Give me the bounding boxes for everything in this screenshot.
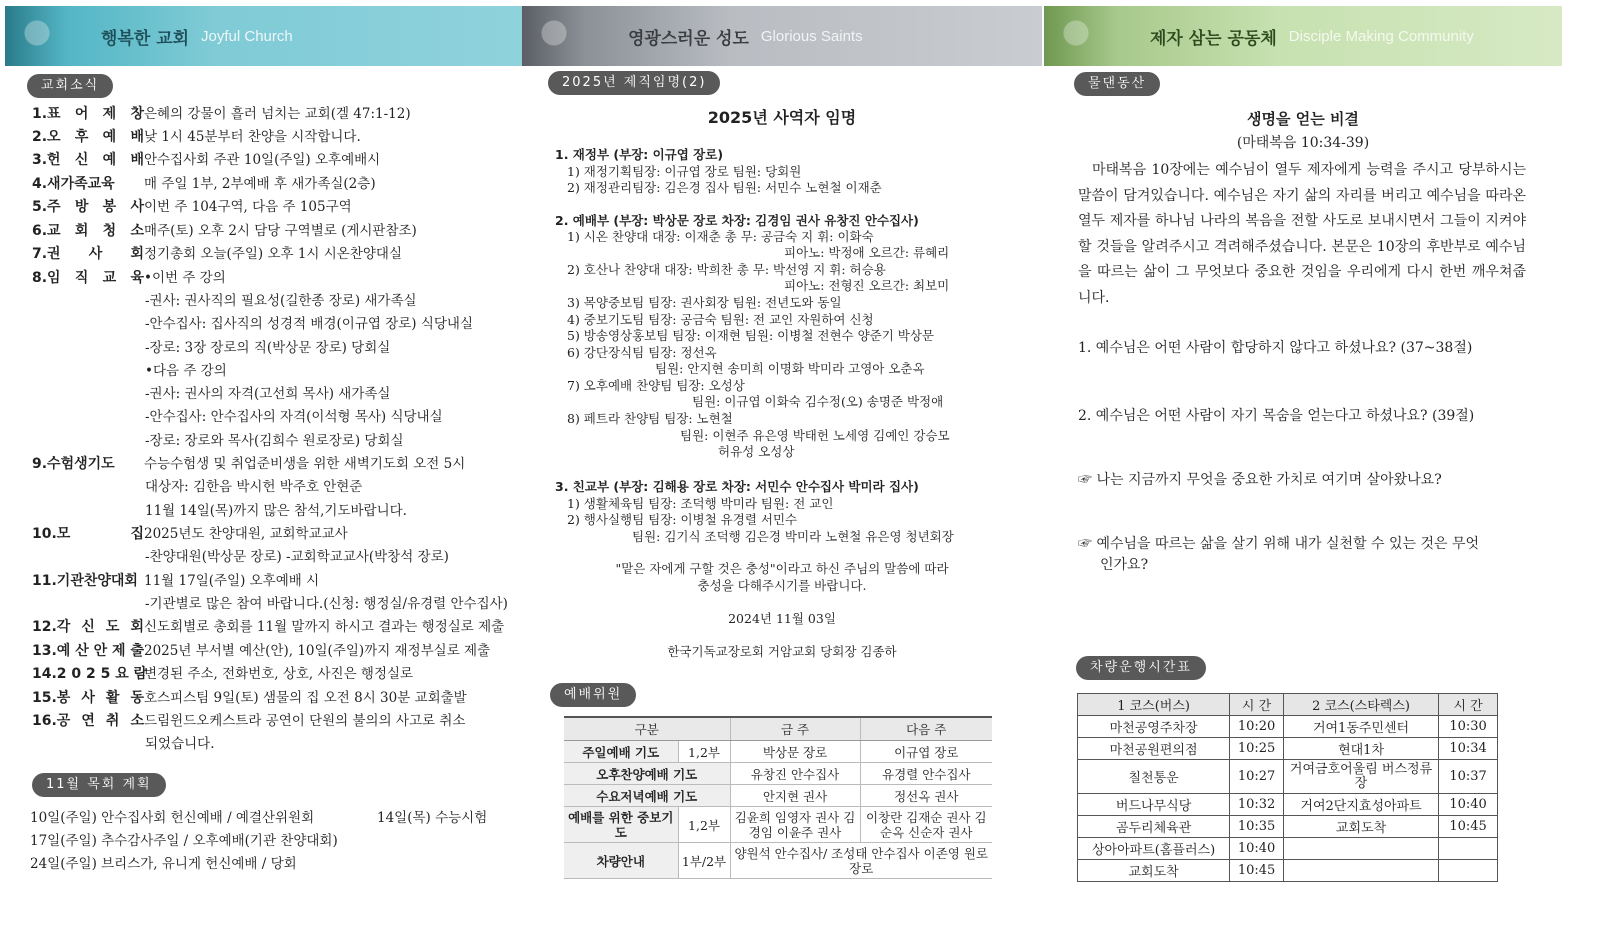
worship-committee-table bbox=[564, 716, 992, 879]
category-cell: 주일예배 기도 bbox=[564, 741, 678, 763]
appointment-line: 1) 생활체육팀 팀장: 조덕행 박미라 팀원: 전 교인 bbox=[567, 496, 834, 511]
signature-line: 한국기독교장로회 거암교회 당회장 김종하 bbox=[667, 644, 897, 659]
dept-heading: 2. 예배부 (부장: 박상문 장로 차장: 김경임 권사 유창진 안수집사) bbox=[555, 213, 919, 228]
plan-item: 24일(주일) 브리스가, 유니게 헌신예배 / 당회 bbox=[30, 856, 297, 872]
quote-line: 충성을 다해주시기를 바랍니다. bbox=[697, 578, 867, 593]
news-item-14: 14.2 0 2 5 요 람변경된 주소, 전화번호, 상호, 사진은 행정실로 bbox=[32, 666, 414, 682]
news-item-8: 8.임 직 교 육•이번 주 강의 bbox=[32, 270, 226, 286]
appointment-line: 허유성 오성상 bbox=[718, 444, 795, 459]
time-cell: 10:40 bbox=[1230, 838, 1284, 860]
quote-line: "맡은 자에게 구할 것은 충성"이라고 하신 주님의 말씀에 따라 bbox=[615, 561, 949, 576]
time-cell: 10:40 bbox=[1439, 794, 1498, 816]
news-item-1: 1.표 어 제 창은혜의 강물이 흘러 넘치는 교회(겔 47:1-12) bbox=[32, 106, 411, 122]
middle-header-subtitle: Glorious Saints bbox=[760, 27, 863, 45]
right-header bbox=[1044, 6, 1562, 66]
news-item-16-line: 되었습니다. bbox=[145, 736, 215, 752]
table-row bbox=[564, 741, 992, 763]
time-cell: 10:30 bbox=[1439, 716, 1498, 738]
worship-pill: 예배위원 bbox=[550, 683, 636, 707]
plan-item: 17일(주일) 추수감사주일 / 오후예배(기관 찬양대회) bbox=[30, 833, 338, 849]
next-week-cell: 유경렬 안수집사 bbox=[860, 763, 992, 785]
time-cell bbox=[1439, 838, 1498, 860]
table-header-cell: 다음 주 bbox=[860, 717, 992, 741]
appointment-line: 팀원: 김기식 조덕행 김은경 박미라 노현철 유은영 청년회장 bbox=[632, 529, 954, 544]
appointment-line: 2) 재정관리팀장: 김은경 집사 팀원: 서민수 노현철 이재춘 bbox=[567, 180, 882, 195]
category-cell: 차량안내 bbox=[564, 843, 678, 879]
appointment-title: 2025년 사역자 임명 bbox=[707, 108, 857, 127]
devotion-pill: 물댄동산 bbox=[1074, 72, 1160, 96]
left-header bbox=[5, 6, 525, 66]
time-cell: 10:35 bbox=[1230, 816, 1284, 838]
appointment-line: 1) 재정기획팀장: 이규엽 장로 팀원: 당회원 bbox=[567, 164, 802, 179]
stop-cell: 교회도착 bbox=[1283, 816, 1438, 838]
appointment-line: 팀원: 안지현 송미희 이명화 박미라 고영아 오춘옥 bbox=[655, 361, 925, 376]
next-week-cell: 이창란 김재순 권사 김순옥 신순자 권사 bbox=[860, 807, 992, 843]
appointment-line: 6) 강단장식팀 팀장: 정선옥 bbox=[567, 345, 717, 360]
time-cell: 10:45 bbox=[1230, 860, 1284, 882]
next-week-cell: 정선옥 권사 bbox=[860, 785, 992, 807]
appointment-line: 3) 목양중보팀 팀장: 권사회장 팀원: 전년도와 동일 bbox=[567, 295, 842, 310]
table-row bbox=[564, 763, 992, 785]
news-item-10: 10.모 집2025년도 찬양대원, 교회학교교사 bbox=[32, 526, 348, 542]
news-item-9-line: 대상자: 김한음 박시헌 박주호 안현준 bbox=[145, 479, 363, 495]
stop-cell: 교회도착 bbox=[1078, 860, 1230, 882]
stop-cell: 버드나무식당 bbox=[1078, 794, 1230, 816]
table-row bbox=[1078, 738, 1498, 760]
table-header-cell: 구분 bbox=[564, 717, 730, 741]
table-row bbox=[1078, 794, 1498, 816]
stop-cell: 상아아파트(홈플러스) bbox=[1078, 838, 1230, 860]
category-cell: 수요저녁예배 기도 bbox=[564, 785, 730, 807]
appointment-line: 4) 중보기도팀 팀장: 공금숙 팀원: 전 교인 자원하여 신청 bbox=[567, 312, 874, 327]
news-item-11-line: -기관별로 많은 참여 바랍니다.(신청: 행정실/유경렬 안수집사) bbox=[145, 596, 508, 612]
header-decoration-image bbox=[522, 6, 602, 66]
appointment-line: 5) 방송영상홍보팀 팀장: 이재현 팀원: 이병철 전현수 양준기 박상문 bbox=[567, 328, 934, 343]
news-item-15: 15.봉 사 활 동호스피스팀 9일(토) 샘물의 집 오전 8시 30분 교회출발 bbox=[32, 690, 467, 706]
this-week-cell: 박상문 장로 bbox=[730, 741, 860, 763]
bus-schedule-pill: 차량운행시간표 bbox=[1076, 656, 1206, 680]
news-item-4: 4.새가족교육 매 주일 1부, 2부예배 후 새가족실(2층) bbox=[32, 176, 376, 192]
category-cell: 예배를 위한 중보기도 bbox=[564, 807, 678, 843]
header-decoration-image bbox=[5, 6, 85, 66]
left-header-subtitle: Joyful Church bbox=[201, 27, 293, 45]
this-week-cell: 김윤희 임영자 권사 김경임 이윤주 권사 bbox=[730, 807, 860, 843]
time-cell: 10:25 bbox=[1230, 738, 1284, 760]
table-header-cell: 1 코스(버스) bbox=[1078, 694, 1230, 716]
table-row bbox=[1078, 860, 1498, 882]
stop-cell: 거여금호어울림 버스정류장 bbox=[1283, 760, 1438, 794]
stop-cell: 칠천통운 bbox=[1078, 760, 1230, 794]
appointment-line: 피아노: 전형진 오르간: 최보미 bbox=[784, 278, 950, 293]
stop-cell bbox=[1283, 860, 1438, 882]
news-item-9: 9.수험생기도 수능수험생 및 취업준비생을 위한 새벽기도회 오전 5시 bbox=[32, 456, 466, 472]
news-item-7: 7.권 사 회정기총회 오늘(주일) 오후 1시 시온찬양대실 bbox=[32, 246, 402, 262]
middle-panel bbox=[522, 0, 1042, 938]
time-cell: 10:20 bbox=[1230, 716, 1284, 738]
middle-header-title: 영광스러운 성도 bbox=[628, 28, 749, 49]
sub-cell: 1부/2부 bbox=[678, 843, 730, 879]
question-4: ☞ 예수님을 따르는 삶을 살기 위해 내가 실천할 수 있는 것은 무엇 bbox=[1078, 536, 1480, 552]
appointment-line: 2) 호산나 찬양대 대장: 박희찬 총 무: 박선영 지 휘: 허승용 bbox=[567, 262, 886, 277]
appointment-pill: 2025년 제직임명(2) bbox=[548, 71, 720, 95]
news-item-12: 12.각 신 도 회신도회별로 총회를 11월 말까지 하시고 결과는 행정실로 제출 bbox=[32, 619, 505, 635]
stop-cell: 마천공원편의점 bbox=[1078, 738, 1230, 760]
stop-cell: 거여1동주민센터 bbox=[1283, 716, 1438, 738]
dept-heading: 3. 친교부 (부장: 김해용 장로 차장: 서민수 안수집사 박미라 집사) bbox=[555, 479, 919, 494]
appointment-line: 팀원: 이현주 유은영 박태헌 노세영 김예인 강승모 bbox=[680, 428, 950, 443]
sub-cell: 1,2부 bbox=[678, 741, 730, 763]
stop-cell: 현대1차 bbox=[1283, 738, 1438, 760]
news-item-8-line: -권사: 권사의 자격(고선희 목사) 새가족실 bbox=[145, 386, 391, 402]
time-cell: 10:45 bbox=[1439, 816, 1498, 838]
devotion-paragraph: 마태복음 10장에는 예수님이 열두 제자에게 능력을 주시고 당부하시는 말씀이 담겨있습니다. 예수님은 자기 삶의 자리를 버리고 예수님을 따라온 열두 제자를 하나님 나라의 복음을 전할 사도로 보내시면서 그들이 지켜야 할 것들을 알려주시고 격려해주셨습니다. 본문은 10장의 후반부로 예수님을 따르는 삶이 그 무엇보다 중요한 것임을 우리에게 다시 한번 깨우쳐줍니다. bbox=[1078, 162, 1526, 306]
appointment-date: 2024년 11월 03일 bbox=[728, 611, 836, 626]
news-item-11: 11.기관찬양대회 11월 17일(주일) 오후예배 시 bbox=[32, 573, 320, 589]
time-cell: 10:34 bbox=[1439, 738, 1498, 760]
news-item-16: 16.공 연 취 소드림윈드오케스트라 공연이 단원의 불의의 사고로 취소 bbox=[32, 713, 466, 729]
plan-item: 10일(주일) 안수집사회 헌신예배 / 예결산위원회 bbox=[30, 810, 315, 826]
table-row bbox=[564, 807, 992, 843]
category-cell: 오후찬양예배 기도 bbox=[564, 763, 730, 785]
table-row bbox=[564, 843, 992, 879]
right-panel bbox=[1044, 0, 1562, 938]
stop-cell: 마천공영주차장 bbox=[1078, 716, 1230, 738]
table-row bbox=[1078, 716, 1498, 738]
right-header-subtitle: Disciple Making Community bbox=[1288, 27, 1474, 45]
table-row bbox=[1078, 760, 1498, 794]
news-item-2: 2.오 후 예 배낮 1시 45분부터 찬양을 시작합니다. bbox=[32, 129, 361, 145]
time-cell: 10:37 bbox=[1439, 760, 1498, 794]
time-cell: 10:32 bbox=[1230, 794, 1284, 816]
left-panel bbox=[5, 0, 525, 938]
question-4-cont: 인가요? bbox=[1100, 557, 1149, 573]
table-row bbox=[1078, 816, 1498, 838]
appointment-line: 2) 행사실행팀 팀장: 이병철 유경렬 서민수 bbox=[567, 512, 798, 527]
table-row bbox=[1078, 838, 1498, 860]
news-item-8-line: -장로: 장로와 목사(김희수 원로장로) 당회실 bbox=[145, 433, 404, 449]
plan-pill: 11월 목회 계획 bbox=[32, 773, 166, 797]
stop-cell: 거여2단지효성아파트 bbox=[1283, 794, 1438, 816]
devotion-scripture: (마태복음 10:34-39) bbox=[1236, 135, 1370, 151]
news-item-8-line: -권사: 권사직의 필요성(길한종 장로) 새가족실 bbox=[145, 293, 417, 309]
dept-heading: 1. 재정부 (부장: 이규엽 장로) bbox=[555, 147, 724, 162]
table-header-cell: 시 간 bbox=[1230, 694, 1284, 716]
table-header-cell: 시 간 bbox=[1439, 694, 1498, 716]
appointment-line: 7) 오후예배 찬양팀 팀장: 오성상 bbox=[567, 378, 745, 393]
header-decoration-image bbox=[1044, 6, 1124, 66]
middle-header bbox=[522, 6, 1042, 66]
stop-cell bbox=[1283, 838, 1438, 860]
news-item-8-line: -안수집사: 안수집사의 자격(이석형 목사) 식당내실 bbox=[145, 409, 443, 425]
time-cell: 10:27 bbox=[1230, 760, 1284, 794]
this-week-cell: 안지현 권사 bbox=[730, 785, 860, 807]
news-item-8-line: •다음 주 강의 bbox=[145, 363, 227, 379]
right-header-title: 제자 삼는 공동체 bbox=[1150, 28, 1277, 49]
appointment-line: 8) 페트라 찬양팀 팀장: 노현철 bbox=[567, 411, 733, 426]
question-3: ☞ 나는 지금까지 무엇을 중요한 가치로 여기며 살아왔나요? bbox=[1078, 472, 1442, 488]
time-cell bbox=[1439, 860, 1498, 882]
vehicle-cell: 양원석 안수집사/ 조성태 안수집사 이존영 원로장로 bbox=[730, 843, 992, 879]
table-header-cell: 금 주 bbox=[730, 717, 860, 741]
news-item-6: 6.교 회 청 소매주(토) 오후 2시 담당 구역별로 (게시판참조) bbox=[32, 223, 417, 239]
question-2: 2. 예수님은 어떤 사람이 자기 목숨을 얻는다고 하셨나요? (39절) bbox=[1078, 408, 1475, 424]
news-item-9-line: 11월 14일(목)까지 많은 참석,기도바랍니다. bbox=[145, 503, 407, 519]
appointment-line: 1) 시온 찬양대 대장: 이재춘 총 무: 공금숙 지 휘: 이화숙 bbox=[567, 229, 874, 244]
devotion-title: 생명을 얻는 비결 bbox=[1247, 110, 1359, 128]
this-week-cell: 유창진 안수집사 bbox=[730, 763, 860, 785]
question-1: 1. 예수님은 어떤 사람이 합당하지 않다고 하셨나요? (37~38절) bbox=[1078, 340, 1473, 356]
table-header-row bbox=[1078, 694, 1498, 716]
news-item-13: 13.예 산 안 제 출2025년 부서별 예산(안), 10일(주일)까지 재정부실로 제출 bbox=[32, 643, 491, 659]
stop-cell: 곰두리체육관 bbox=[1078, 816, 1230, 838]
appointment-line: 팀원: 이규엽 이화숙 김수정(오) 송명준 박정애 bbox=[692, 394, 944, 409]
left-header-title: 행복한 교회 bbox=[101, 28, 190, 49]
news-item-3: 3.헌 신 예 배안수집사회 주관 10일(주일) 오후예배시 bbox=[32, 152, 381, 168]
news-item-8-line: -안수집사: 집사직의 성경적 배경(이규엽 장로) 식당내실 bbox=[145, 316, 474, 332]
plan-item: 14일(목) 수능시험 bbox=[377, 810, 488, 826]
news-item-5: 5.주 방 봉 사이번 주 104구역, 다음 주 105구역 bbox=[32, 199, 352, 215]
next-week-cell: 이규엽 장로 bbox=[860, 741, 992, 763]
table-header-cell: 2 코스(스타렉스) bbox=[1283, 694, 1438, 716]
sub-cell: 1,2부 bbox=[678, 807, 730, 843]
news-item-10-line: -찬양대원(박상문 장로) -교회학교교사(박창석 장로) bbox=[145, 549, 449, 565]
table-row bbox=[564, 785, 992, 807]
news-item-8-line: -장로: 3장 장로의 직(박상문 장로) 당회실 bbox=[145, 340, 391, 356]
news-pill: 교회소식 bbox=[27, 74, 113, 98]
appointment-line: 피아노: 박정애 오르간: 류혜리 bbox=[784, 245, 950, 260]
table-header-row bbox=[564, 717, 992, 741]
bus-schedule-table bbox=[1077, 693, 1498, 882]
